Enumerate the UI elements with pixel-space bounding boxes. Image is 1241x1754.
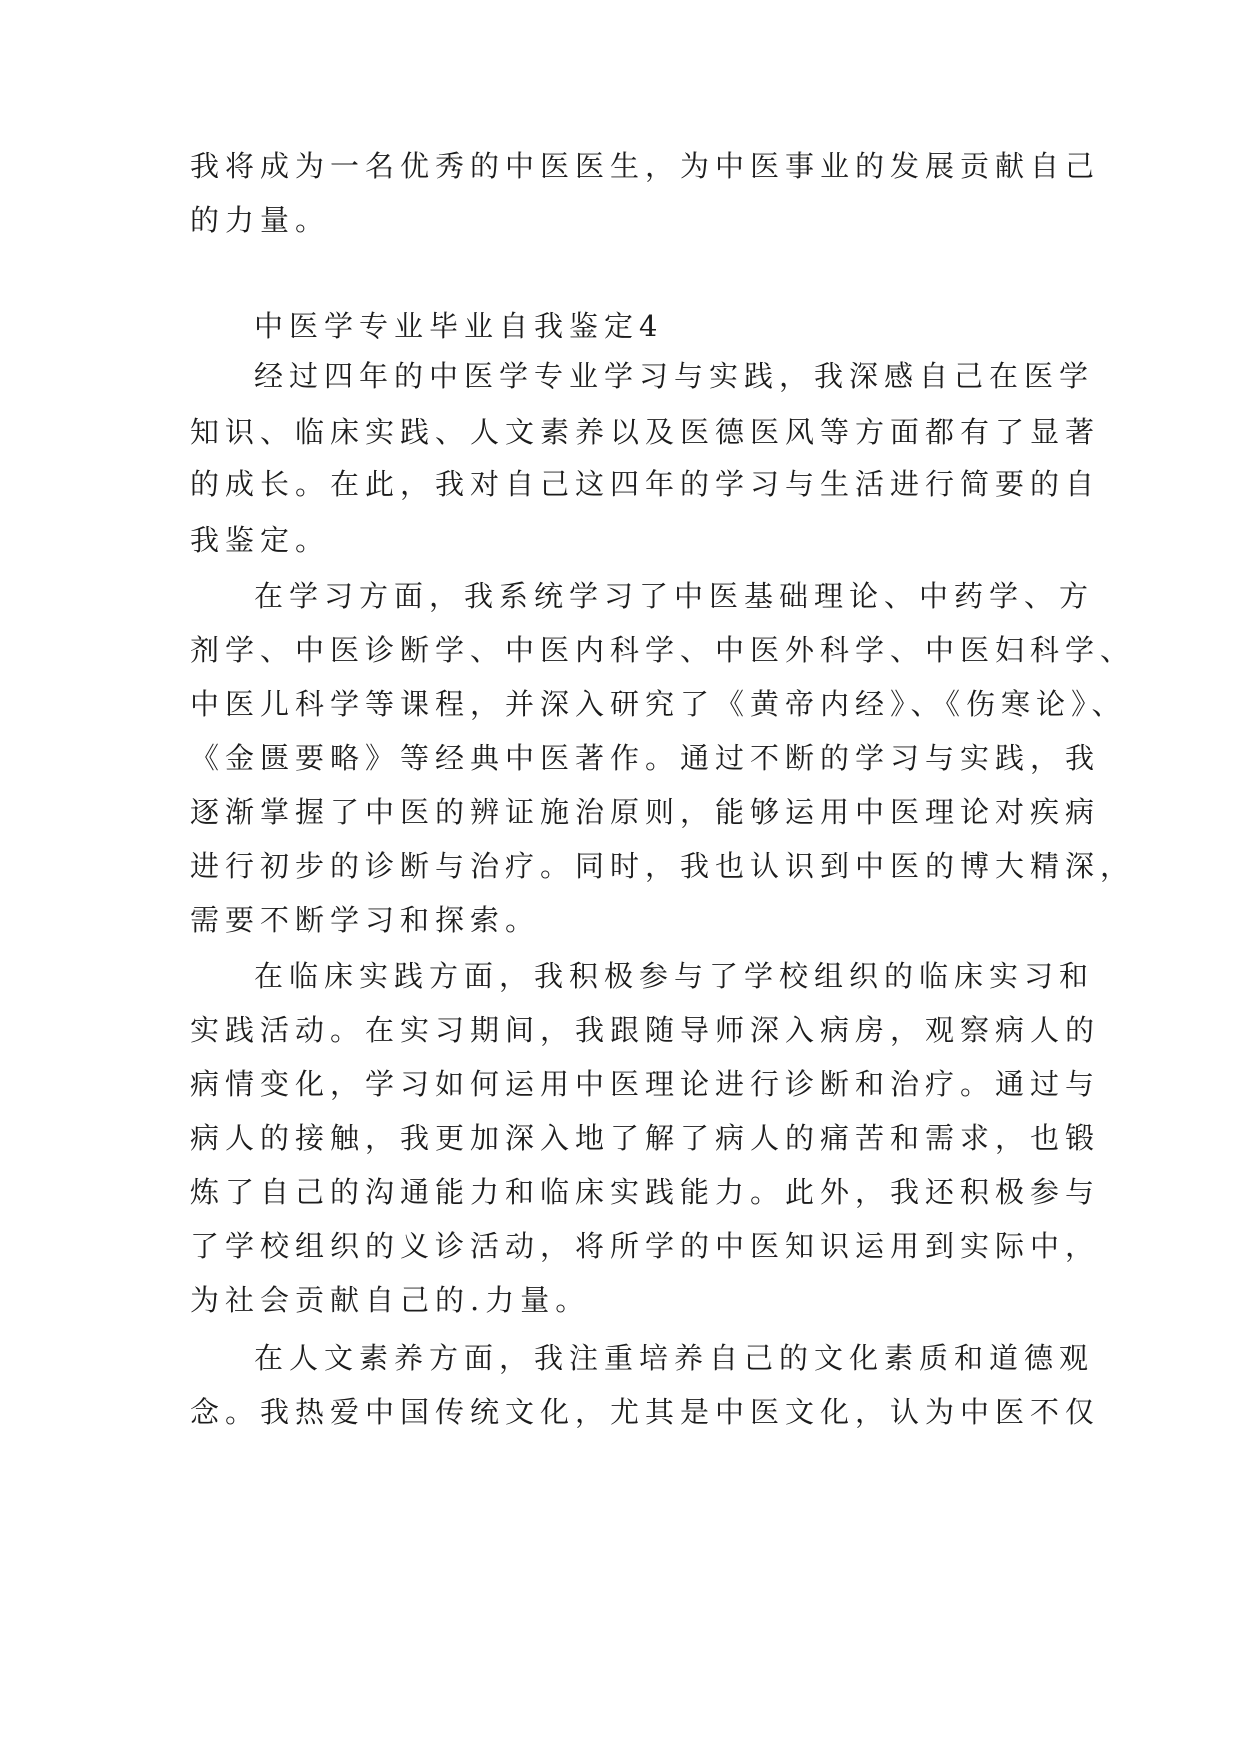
text-line: 剂学、中医诊断学、中医内科学、中医外科学、中医妇科学、 xyxy=(190,633,1136,667)
text-line: 炼了自己的沟通能力和临床实践能力。此外，我还积极参与 xyxy=(190,1175,1101,1209)
text-line: 念。我热爱中国传统文化，尤其是中医文化，认为中医不仅 xyxy=(190,1395,1101,1429)
text-line: 经过四年的中医学专业学习与实践，我深感自己在医学 xyxy=(254,359,1095,393)
text-line: 在学习方面，我系统学习了中医基础理论、中药学、方 xyxy=(254,579,1095,613)
text-line: 在临床实践方面，我积极参与了学校组织的临床实习和 xyxy=(254,959,1095,993)
text-line: 知识、临床实践、人文素养以及医德医风等方面都有了显著 xyxy=(190,415,1101,449)
text-line: 在人文素养方面，我注重培养自己的文化素质和道德观 xyxy=(254,1341,1095,1375)
text-line: 中医儿科学等课程，并深入研究了《黄帝内经》、《伤寒论》、 xyxy=(190,687,1127,721)
text-line: 《金匮要略》等经典中医著作。通过不断的学习与实践，我 xyxy=(190,741,1101,775)
text-line: 实践活动。在实习期间，我跟随导师深入病房，观察病人的 xyxy=(190,1013,1101,1047)
text-line: 逐渐掌握了中医的辨证施治原则，能够运用中医理论对疾病 xyxy=(190,795,1101,829)
text-line: 病人的接触，我更加深入地了解了病人的痛苦和需求，也锻 xyxy=(190,1121,1101,1155)
text-line: 病情变化，学习如何运用中医理论进行诊断和治疗。通过与 xyxy=(190,1067,1101,1101)
text-line: 的成长。在此，我对自己这四年的学习与生活进行简要的自 xyxy=(190,467,1101,501)
section-heading: 中医学专业毕业自我鉴定4 xyxy=(254,309,664,343)
text-line: 我将成为一名优秀的中医医生，为中医事业的发展贡献自己 xyxy=(190,149,1101,183)
text-line: 的力量。 xyxy=(190,203,331,237)
text-line: 为社会贡献自己的.力量。 xyxy=(190,1283,591,1317)
text-line: 我鉴定。 xyxy=(190,523,331,557)
text-line: 进行初步的诊断与治疗。同时，我也认识到中医的博大精深， xyxy=(190,849,1136,883)
text-line: 了学校组织的义诊活动，将所学的中医知识运用到实际中， xyxy=(190,1229,1101,1263)
text-line: 需要不断学习和探索。 xyxy=(190,903,541,937)
